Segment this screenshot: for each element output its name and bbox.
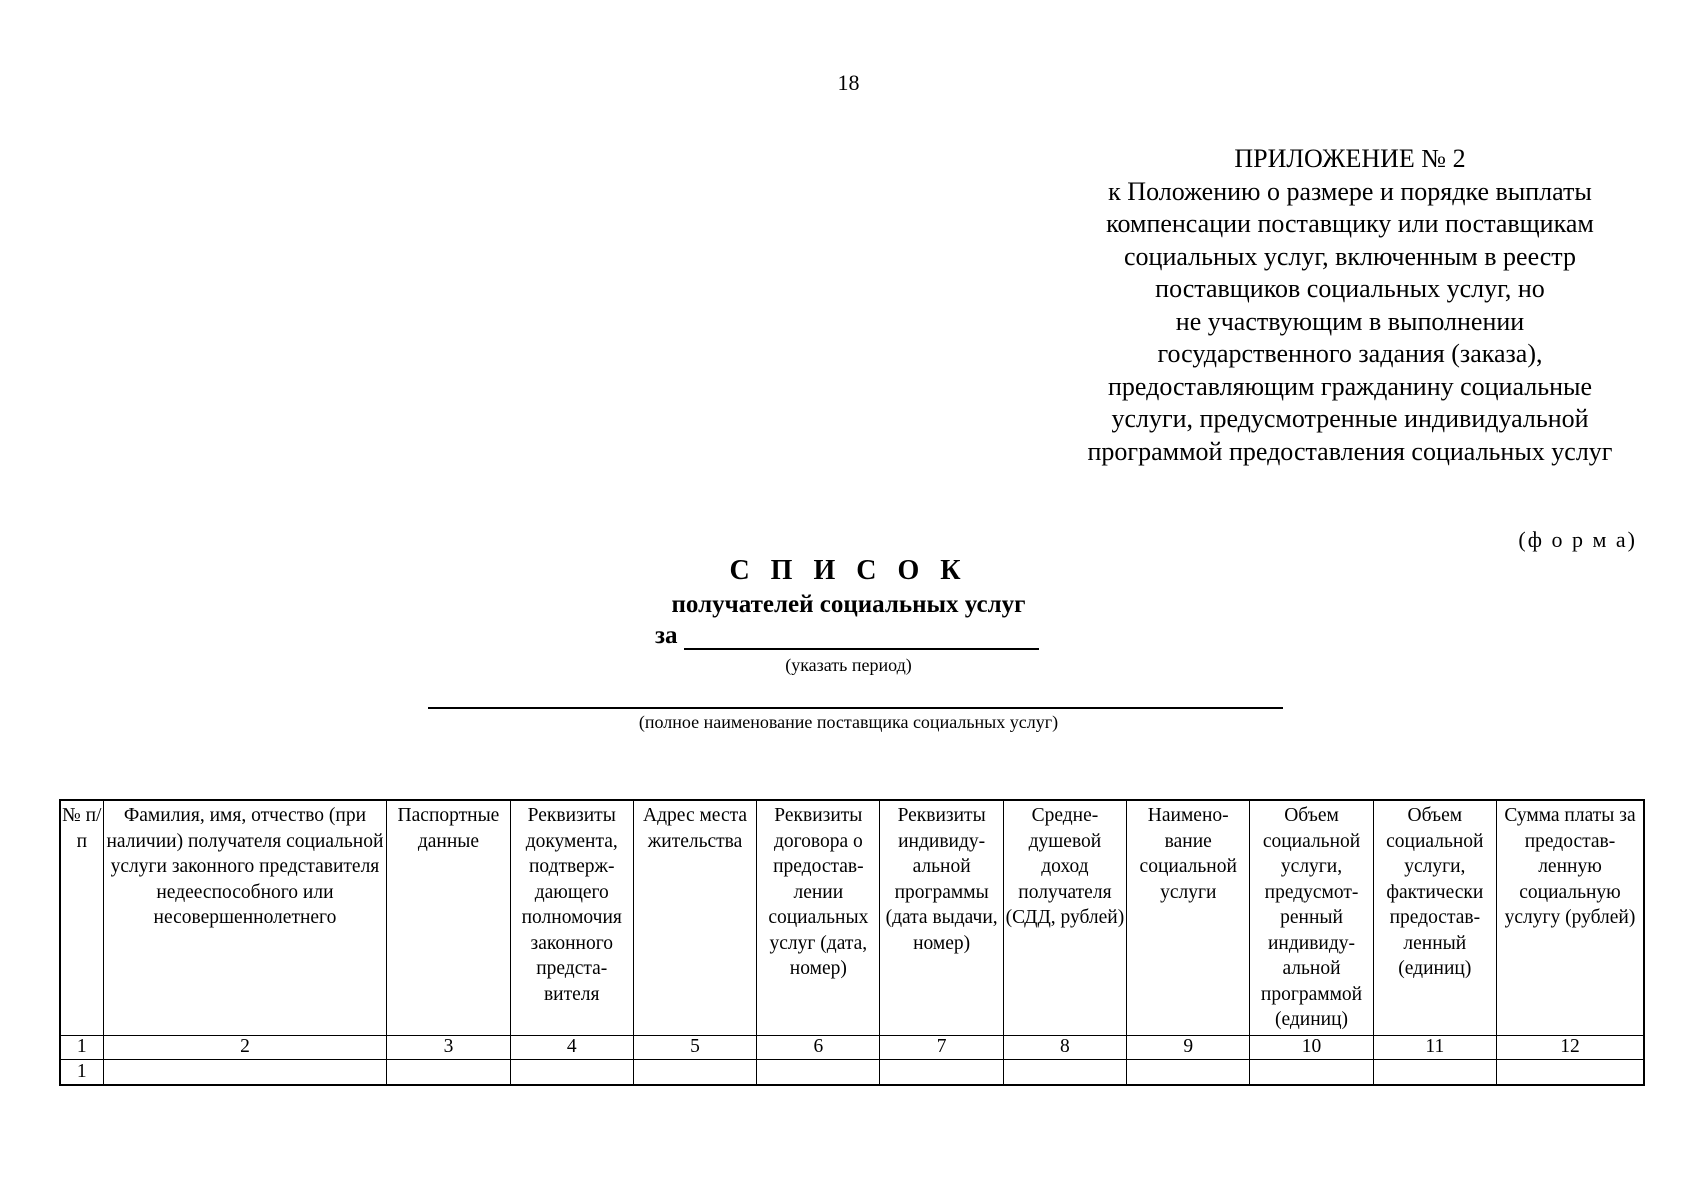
appendix-line: не участвующим в выполнении	[1175, 306, 1525, 336]
column-header: Реквизиты договора о предостав-лении социальных услуг (дата, номер)	[757, 800, 880, 1036]
appendix-line: государственного задания (заказа),	[1157, 339, 1543, 368]
table-header-row	[60, 800, 1644, 1036]
appendix-line: поставщиков социальных услуг, но	[1155, 274, 1545, 303]
column-number: 7	[880, 1036, 1003, 1060]
provider-caption: (полное наименование поставщика социальных услуг)	[638, 712, 1059, 732]
column-number: 12	[1496, 1036, 1644, 1060]
table-cell[interactable]: 1	[60, 1060, 103, 1086]
column-header: Реквизиты документа, подтверж-дающего полномочия законного предста-вителя	[510, 800, 633, 1036]
table-cell[interactable]	[1373, 1060, 1496, 1086]
column-header: Адрес места жительства	[633, 800, 756, 1036]
document-subtitle: получателей социальных услуг	[671, 591, 1026, 618]
column-number: 4	[510, 1036, 633, 1060]
appendix-line: предоставляющим гражданину социальные	[1108, 371, 1592, 401]
appendix-line: компенсации поставщику или поставщикам	[1106, 209, 1594, 238]
column-number: 5	[633, 1036, 756, 1060]
column-header: Паспортные данные	[387, 800, 510, 1036]
form-label: (ф о р м а)	[1518, 527, 1637, 552]
column-header: Фамилия, имя, отчество (при наличии) получателя социальной услуги законного представителя недееспособного или несовершеннолетнего	[103, 800, 387, 1036]
column-header: № п/п	[60, 800, 103, 1036]
recipients-table	[59, 799, 1645, 1086]
appendix-title: ПРИЛОЖЕНИЕ № 2	[1234, 144, 1466, 173]
column-header: Наимено-вание социальной услуги	[1127, 800, 1250, 1036]
appendix-line: социальных услуг, включенным в реестр	[1123, 241, 1576, 271]
column-number: 11	[1373, 1036, 1496, 1060]
page-number: 18	[837, 70, 860, 95]
period-caption: (указать период)	[785, 655, 912, 675]
appendix-line: программой предоставления социальных услуг	[1087, 436, 1613, 466]
document-heading	[0, 554, 1697, 621]
column-number: 10	[1250, 1036, 1373, 1060]
table-cell[interactable]	[1250, 1060, 1373, 1086]
column-number: 1	[60, 1036, 103, 1060]
column-header: Реквизиты индивиду-альной программы (дата выдачи, номер)	[880, 800, 1003, 1036]
provider-blank[interactable]	[428, 707, 1283, 709]
period-prefix: за	[655, 622, 678, 649]
table-cell[interactable]	[1496, 1060, 1644, 1086]
table-cell[interactable]	[880, 1060, 1003, 1086]
table-cell[interactable]	[387, 1060, 510, 1086]
appendix-line: к Положению о размере и порядке выплаты	[1108, 176, 1592, 206]
table-cell[interactable]	[103, 1060, 387, 1086]
table-cell[interactable]	[1127, 1060, 1250, 1086]
column-header: Объем социальной услуги, фактически предостав-ленный (единиц)	[1373, 800, 1496, 1036]
column-header: Сумма платы за предостав-ленную социальную услугу (рублей)	[1496, 800, 1644, 1036]
document-title: С П И С О К	[729, 555, 968, 586]
column-header: Средне-душевой доход получателя (СДД, рублей)	[1003, 800, 1126, 1036]
table-cell[interactable]	[510, 1060, 633, 1086]
column-number: 8	[1003, 1036, 1126, 1060]
period-blank[interactable]	[684, 626, 1039, 650]
column-number: 6	[757, 1036, 880, 1060]
table-cell[interactable]	[633, 1060, 756, 1086]
table-cell[interactable]	[757, 1060, 880, 1086]
period-field	[655, 622, 1039, 650]
table-row	[60, 1060, 1644, 1086]
column-number: 2	[103, 1036, 387, 1060]
column-number: 3	[387, 1036, 510, 1060]
table-cell[interactable]	[1003, 1060, 1126, 1086]
column-header: Объем социальной услуги, предусмот-ренный индивиду-альной программой (единиц)	[1250, 800, 1373, 1036]
appendix-block	[1040, 143, 1660, 468]
column-number-row	[60, 1036, 1644, 1060]
appendix-line: услуги, предусмотренные индивидуальной	[1111, 404, 1589, 433]
column-number: 9	[1127, 1036, 1250, 1060]
